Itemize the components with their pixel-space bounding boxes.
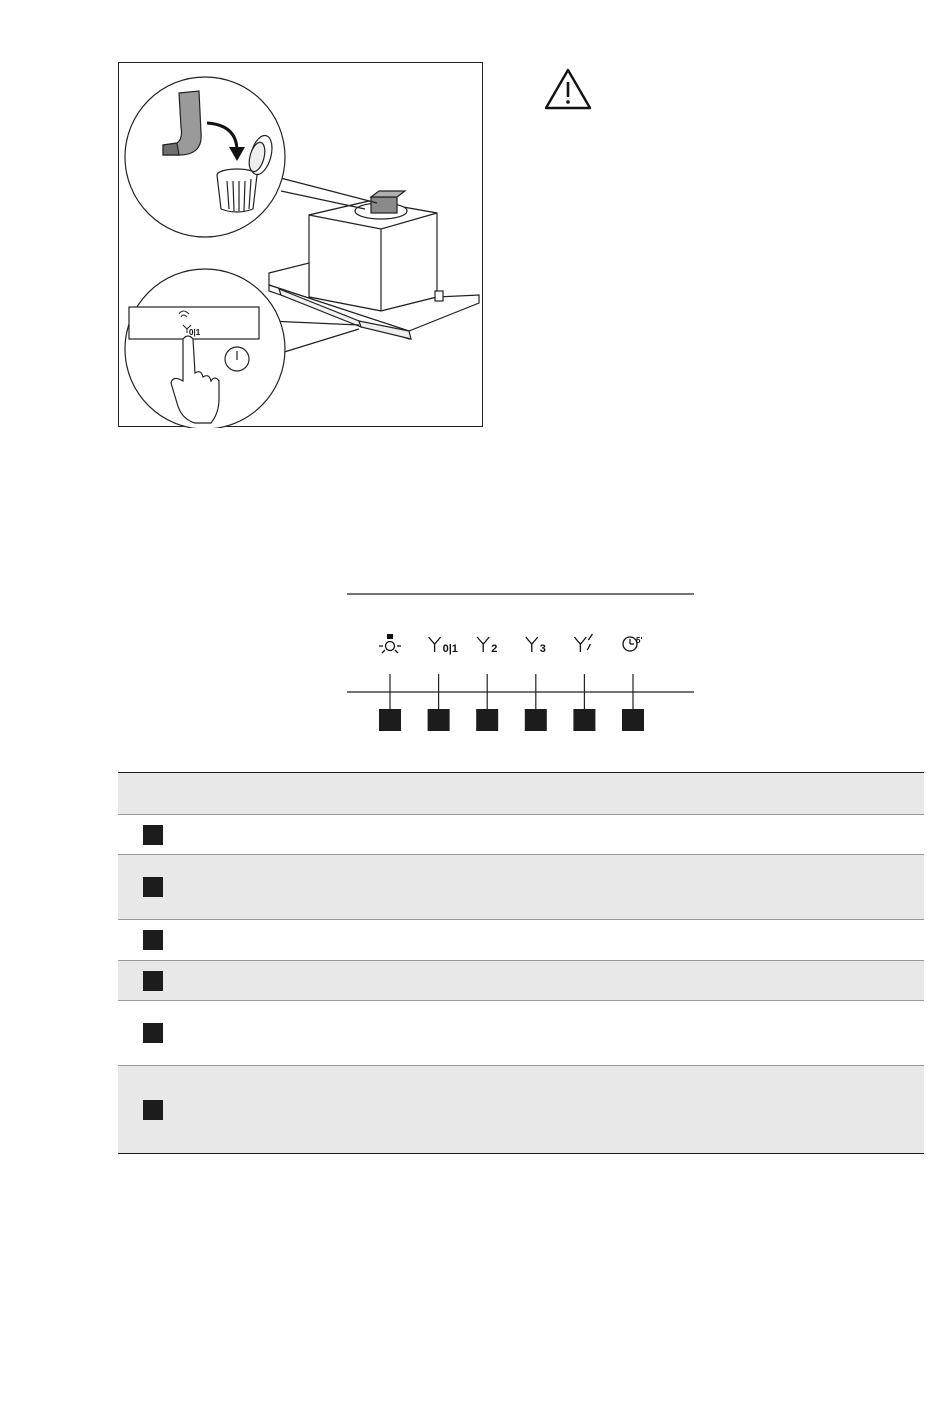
button-marker [476, 709, 498, 731]
table-header [188, 773, 924, 815]
button-marker [622, 709, 644, 731]
table-row [118, 855, 924, 920]
button-marker [428, 709, 450, 731]
panel-button [476, 637, 498, 731]
fan-icon [429, 637, 441, 652]
panel-button [428, 637, 458, 731]
panel-button-label: 0|1 [442, 643, 458, 655]
fan-icon [477, 637, 489, 652]
row-marker [143, 971, 163, 991]
panel-button [622, 636, 644, 731]
table-row [118, 961, 924, 1001]
panel-button-label: 3 [539, 643, 546, 655]
button-table [118, 772, 924, 1154]
panel-button [525, 637, 547, 731]
panel-button-label: 5' [636, 636, 643, 645]
table-header-row [118, 773, 924, 815]
hood-drawing [119, 63, 484, 428]
table-row [118, 1001, 924, 1066]
panel-button-label: 2 [491, 643, 498, 655]
row-marker [143, 1023, 163, 1043]
timer-icon [623, 637, 637, 651]
warning-icon [543, 67, 593, 111]
row-marker [143, 1100, 163, 1120]
display-label: 0|1 [189, 328, 201, 337]
table-row [118, 1066, 924, 1154]
table-row [118, 815, 924, 855]
panel-button [379, 634, 401, 731]
filter-illustration [118, 62, 483, 427]
table-row [118, 920, 924, 961]
row-marker [143, 930, 163, 950]
button-marker [379, 709, 401, 731]
button-marker [525, 709, 547, 731]
fan-boost-icon [574, 634, 592, 652]
light-icon [379, 634, 401, 653]
row-marker [143, 825, 163, 845]
control-panel-diagram [340, 580, 700, 740]
button-marker [573, 709, 595, 731]
fan-icon [526, 637, 538, 652]
panel-button [573, 634, 595, 731]
row-marker [143, 877, 163, 897]
